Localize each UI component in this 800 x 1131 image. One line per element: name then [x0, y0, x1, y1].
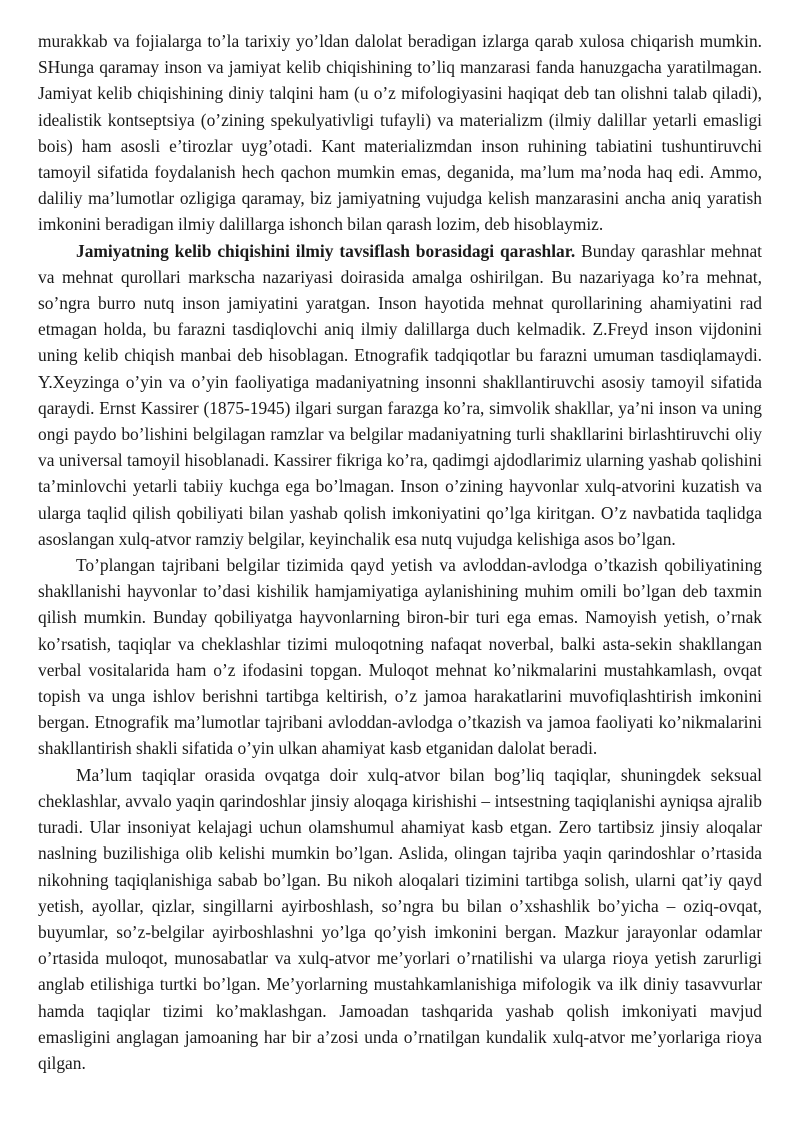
section-heading: Jamiyatning kelib chiqishini ilmiy tavsiflash borasidagi qarashlar. [76, 240, 576, 261]
paragraph-4: Ma’lum taqiqlar orasida ovqatga doir xulq-atvor bilan bog’liq taqiqlar, shuningdek seksual cheklashlar, avvalo yaqin qarindoshlar jinsiy aloqaga kirishishi – intsestning taqiqlanishi ayniqsa ajralib turadi. Ular insoniyat kelajagi uchun olamshumul ahamiyat kasb etgan. Zero tartibsiz jinsiy aloqalar naslning buzilishiga olib kelishi mumkin bo’lgan. Aslida, olingan tajriba yaqin qarindoshlar o’rtasida nikohning taqiqlanishiga sabab bo’lgan. Bu nikoh aloqalari tizimini tartibga solish, ularni qat’iy qayd yetish, ayollar, qizlar, singillarni ayirboshlash, so’ngra bu bilan o’xshashlik bo’yicha – oziq-ovqat, buyumlar, so’z-belgilar ayirboshlashni yo’lga qo’yish imkonini bergan. Mazkur jarayonlar odamlar o’rtasida muloqot, munosabatlar va xulq-atvor me’yorlari o’rnatilishi va ularga rioya yetish zarurligi anglab etilishiga turtki bo’lgan. Me’yorlarning mustahkamlanishiga mifologik va ilk diniy tasavvurlar hamda taqiqlar tizimi ko’maklashgan. Jamoadan tashqarida yashab qolish imkoniyati mavjud emasligini anglagan jamoaning har bir a’zosi unda o’rnatilgan kundalik xulq-atvor me’yorlariga rioya qilgan. [38, 764, 762, 1073]
paragraph-3: To’plangan tajribani belgilar tizimida qayd yetish va avloddan-avlodga o’tkazish qobiliyatining shakllanishi hayvonlar to’dasi kishilik hamjamiyatiga aylanishining muhim omili bo’lgan deb taxmin qilish mumkin. Bunday qobiliyatga hayvonlarning biron-bir turi ega emas. Namoyish yetish, o’rnak ko’rsatish, taqiqlar va cheklashlar tizimi muloqotning nafaqat noverbal, balki asta-sekin shakllangan verbal vositalarida ham o’z ifodasini topgan. Muloqot mehnat ko’nikmalarini mustahkamlash, ovqat topish va unga ishlov berishni tartibga keltirish, o’z jamoa harakatlarini muvofiqlashtirish imkonini bergan. Etnografik ma’lumotlar tajribani avloddan-avlodga o’tkazish va jamoa faoliyati ko’nikmalarini shakllantirish shakli sifatida o’yin ulkan ahamiyat kasb etganidan dalolat beradi. [38, 555, 762, 759]
paragraph-2 [38, 238, 762, 552]
paragraph-2-body: Bunday qarashlar mehnat va mehnat qurollari markscha nazariyasi doirasida amalga oshirilgan. Bu nazariyaga ko’ra mehnat, so’ngra burro nutq inson jamiyatini yaratgan. Inson hayotida mehnat qurollarining ahamiyatini rad etmagan holda, bu farazni tasdiqlovchi aniq ilmiy dalillarga duch kelmadik. Z.Freyd inson vijdonini uning kelib chiqish manbai deb hisoblagan. Etnografik tadqiqotlar bu farazni umuman tasdiqlamaydi. Y.Xeyzinga o’yin va o’yin faoliyatiga madaniyatning insonni shakllantiruvchi asosiy tamoyil sifatida qaraydi. Ernst Kassirer (1875-1945) ilgari surgan farazga ko’ra, simvolik shakllar, ya’ni inson va uning ongi paydo bo’lishini belgilagan ramzlar va belgilar madaniyatning turli shakllarini birlashtiruvchi oliy va universal tamoyil hisoblanadi. Kassirer fikriga ko’ra, qadimgi ajdodlarimiz ularning yashab qolishini ta’minlovchi yetarli tabiiy kuchga ega bo’lmagan. Inson o’zining hayvonlar xulq-atvorini kuzatish va ularga taqlid qilish qobiliyati bilan yashab qolish imkoniyatini qo’lga kiritgan. O’z navbatida taqlidga asoslangan xulq-atvor ramziy belgilar, keyinchalik esa nutq vujudga kelishiga asos bo’lgan. [38, 240, 762, 549]
paragraph-1: murakkab va fojialarga to’la tarixiy yo’ldan dalolat beradigan izlarga qarab xulosa chiqarish mumkin. SHunga qaramay inson va jamiyat kelib chiqishining to’liq manzarasi fanda hanuzgacha yaratilmagan. Jamiyat kelib chiqishining diniy talqini ham (u o’z mifologiyasini haqiqat deb tan olishni talab qiladi), idealistik kontseptsiya (o’zining spekulyativligi tufayli) va materializm (ilmiy dalillar yetarli emasligi bois) ham asosli e’tirozlar uyg’otadi. Kant materializmdan inson ruhining tabiatini tushuntiruvchi tamoyil sifatida foydalanish hech qachon mumkin emas, deganida, ma’lum ma’noda haq edi. Ammo, daliliy ma’lumotlar ozligiga qaramay, biz jamiyatning vujudga kelish manzarasini ancha aniq yaratish imkonini beradigan ilmiy dalillarga ishonch bilan qarash lozim, deb hisoblaymiz. [38, 31, 762, 235]
